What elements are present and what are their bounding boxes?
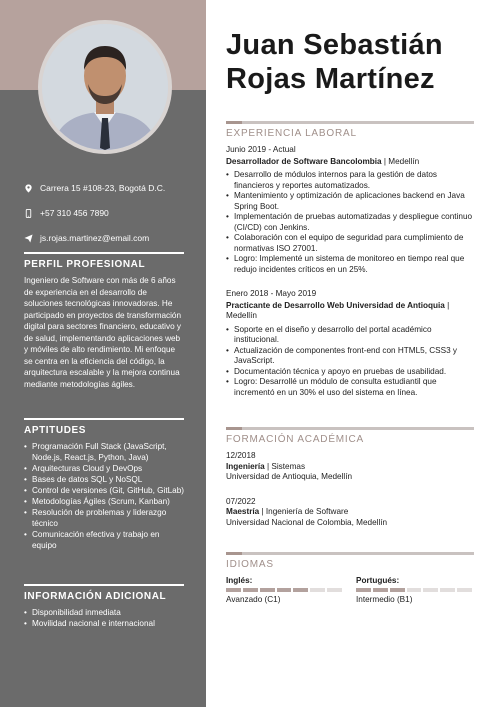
experience-section <box>226 121 474 398</box>
additional-item: • Disponibilidad inmediata <box>24 607 184 618</box>
job-bullets <box>226 170 474 275</box>
skill-item: • Comunicación efectiva y trabajo en equipo <box>24 529 184 551</box>
level-segment <box>440 588 455 592</box>
section-divider <box>24 418 184 420</box>
level-segment <box>457 588 472 592</box>
level-segment <box>260 588 275 592</box>
level-segment <box>356 588 371 592</box>
job-role: Desarrollador de Software Bancolombia <box>226 156 382 166</box>
language-level-bar <box>356 588 472 592</box>
level-segment <box>243 588 258 592</box>
level-segment <box>226 588 241 592</box>
name-line-1: Juan Sebastián <box>226 29 443 61</box>
profile-photo <box>38 20 172 154</box>
name-line-2: Rojas Martínez <box>226 63 435 95</box>
section-divider <box>24 584 184 586</box>
education-degree-line <box>226 507 474 518</box>
phone-text: +57 310 456 7890 <box>40 208 109 218</box>
language-item <box>356 576 472 604</box>
skill-item: • Bases de datos SQL y NoSQL <box>24 474 184 485</box>
job-bullet: • Soporte en el diseño y desarrollo del portal académico institucional. <box>226 325 474 346</box>
education-degree-line <box>226 462 474 473</box>
skills-list <box>24 441 184 551</box>
section-divider <box>226 427 474 430</box>
location-pin-icon <box>24 184 33 193</box>
contact-phone <box>24 205 194 221</box>
job-bullets <box>226 325 474 399</box>
level-segment <box>293 588 308 592</box>
section-divider <box>226 121 474 124</box>
job-bullet: • Implementación de pruebas automatizadas y despliegue continuo (CI/CD) con Jenkins. <box>226 212 474 233</box>
language-item <box>226 576 342 604</box>
job-bullet: • Mantenimiento y optimización de aplicaciones backend en Java Spring Boot. <box>226 191 474 212</box>
language-level: Avanzado (C1) <box>226 595 281 604</box>
additional-heading: INFORMACIÓN ADICIONAL <box>24 591 167 602</box>
contact-email <box>24 230 194 246</box>
contact-block <box>24 180 194 255</box>
candidate-name <box>226 28 496 96</box>
languages-section <box>226 552 474 604</box>
additional-section <box>24 584 184 629</box>
contact-address <box>24 180 194 196</box>
experience-heading: EXPERIENCIA LABORAL <box>226 128 357 139</box>
email-text[interactable]: js.rojas.martinez@email.com <box>40 233 150 243</box>
profile-heading: PERFIL PROFESIONAL <box>24 259 146 270</box>
profile-section <box>24 252 184 390</box>
job-bullet: • Actualización de componentes front-end con HTML5, CSS3 y JavaScript. <box>226 346 474 367</box>
job-entry <box>226 145 474 275</box>
level-segment <box>407 588 422 592</box>
job-bullet: • Logro: Desarrollé un módulo de consulta estudiantil que incrementó en un 30% el uso del sistema en línea. <box>226 377 474 398</box>
level-segment <box>423 588 438 592</box>
phone-icon <box>24 209 33 218</box>
job-bullet: • Colaboración con el equipo de seguridad para cumplimiento de normativas ISO 27001. <box>226 233 474 254</box>
job-date: Junio 2019 - Actual <box>226 145 296 154</box>
languages-grid <box>226 576 474 604</box>
education-section <box>226 427 474 528</box>
section-divider <box>226 552 474 555</box>
additional-list <box>24 607 184 629</box>
skill-item: • Metodologías Ágiles (Scrum, Kanban) <box>24 496 184 507</box>
level-segment <box>390 588 405 592</box>
education-entry <box>226 451 474 483</box>
level-segment <box>310 588 325 592</box>
education-entry <box>226 497 474 529</box>
education-field: | Ingeniería de Software <box>259 507 349 516</box>
level-segment <box>327 588 342 592</box>
languages-heading: IDIOMAS <box>226 559 274 570</box>
education-date: 12/2018 <box>226 451 256 460</box>
send-icon <box>24 234 33 243</box>
job-date: Enero 2018 - Mayo 2019 <box>226 289 317 298</box>
job-bullet: • Documentación técnica y apoyo en pruebas de usabilidad. <box>226 367 474 378</box>
skill-item: • Arquitecturas Cloud y DevOps <box>24 463 184 474</box>
job-title <box>226 301 474 322</box>
skill-item: • Resolución de problemas y liderazgo técnico <box>24 507 184 529</box>
skills-section <box>24 418 184 551</box>
education-date: 07/2022 <box>226 496 256 506</box>
job-bullet: • Desarrollo de módulos internos para la gestión de datos financieros y reportes automatizados. <box>226 170 474 191</box>
education-field: | Sistemas <box>264 461 306 471</box>
language-level-bar <box>226 588 342 592</box>
job-role: Practicante de Desarrollo Web Universidad de Antioquia <box>226 300 445 310</box>
skill-item: • Control de versiones (Git, GitHub, GitLab) <box>24 485 184 496</box>
job-place: | Medellín <box>226 300 450 320</box>
job-title <box>226 157 474 168</box>
job-entry <box>226 289 474 398</box>
education-degree: Ingeniería <box>226 461 265 471</box>
level-segment <box>373 588 388 592</box>
skills-heading: APTITUDES <box>24 425 87 436</box>
profile-text: Ingeniero de Software con más de 6 años de experiencia en el desarrollo de soluciones tecnológicas innovadoras. He participado en proyectos de transformación digital para sectores financiero, educativo y de salud, implementando aplicaciones web y móviles de alto rendimiento. Mi enfoque se centra en la eficiencia del código, la arquitectura escalable y la mejora continua mediante metodologías ágiles. <box>24 276 182 389</box>
language-level: Intermedio (B1) <box>356 595 413 604</box>
education-heading: FORMACIÓN ACADÉMICA <box>226 434 364 445</box>
education-school: Universidad de Antioquia, Medellín <box>226 472 353 481</box>
level-segment <box>277 588 292 592</box>
address-text: Carrera 15 #108-23, Bogotá D.C. <box>40 183 166 193</box>
language-name: Portugués: <box>356 576 400 585</box>
section-divider <box>24 252 184 254</box>
job-place: | Medellín <box>381 156 420 166</box>
education-degree: Maestría <box>226 507 260 516</box>
education-school: Universidad Nacional de Colombia, Medellín <box>226 517 388 527</box>
language-name: Inglés: <box>226 576 253 585</box>
skill-item: • Programación Full Stack (JavaScript, Node.js, React.js, Python, Java) <box>24 441 184 463</box>
job-bullet: • Logro: Implementé un sistema de monitoreo en tiempo real que redujo incidentes críticos en un 25%. <box>226 254 474 275</box>
additional-item: • Movilidad nacional e internacional <box>24 618 184 629</box>
